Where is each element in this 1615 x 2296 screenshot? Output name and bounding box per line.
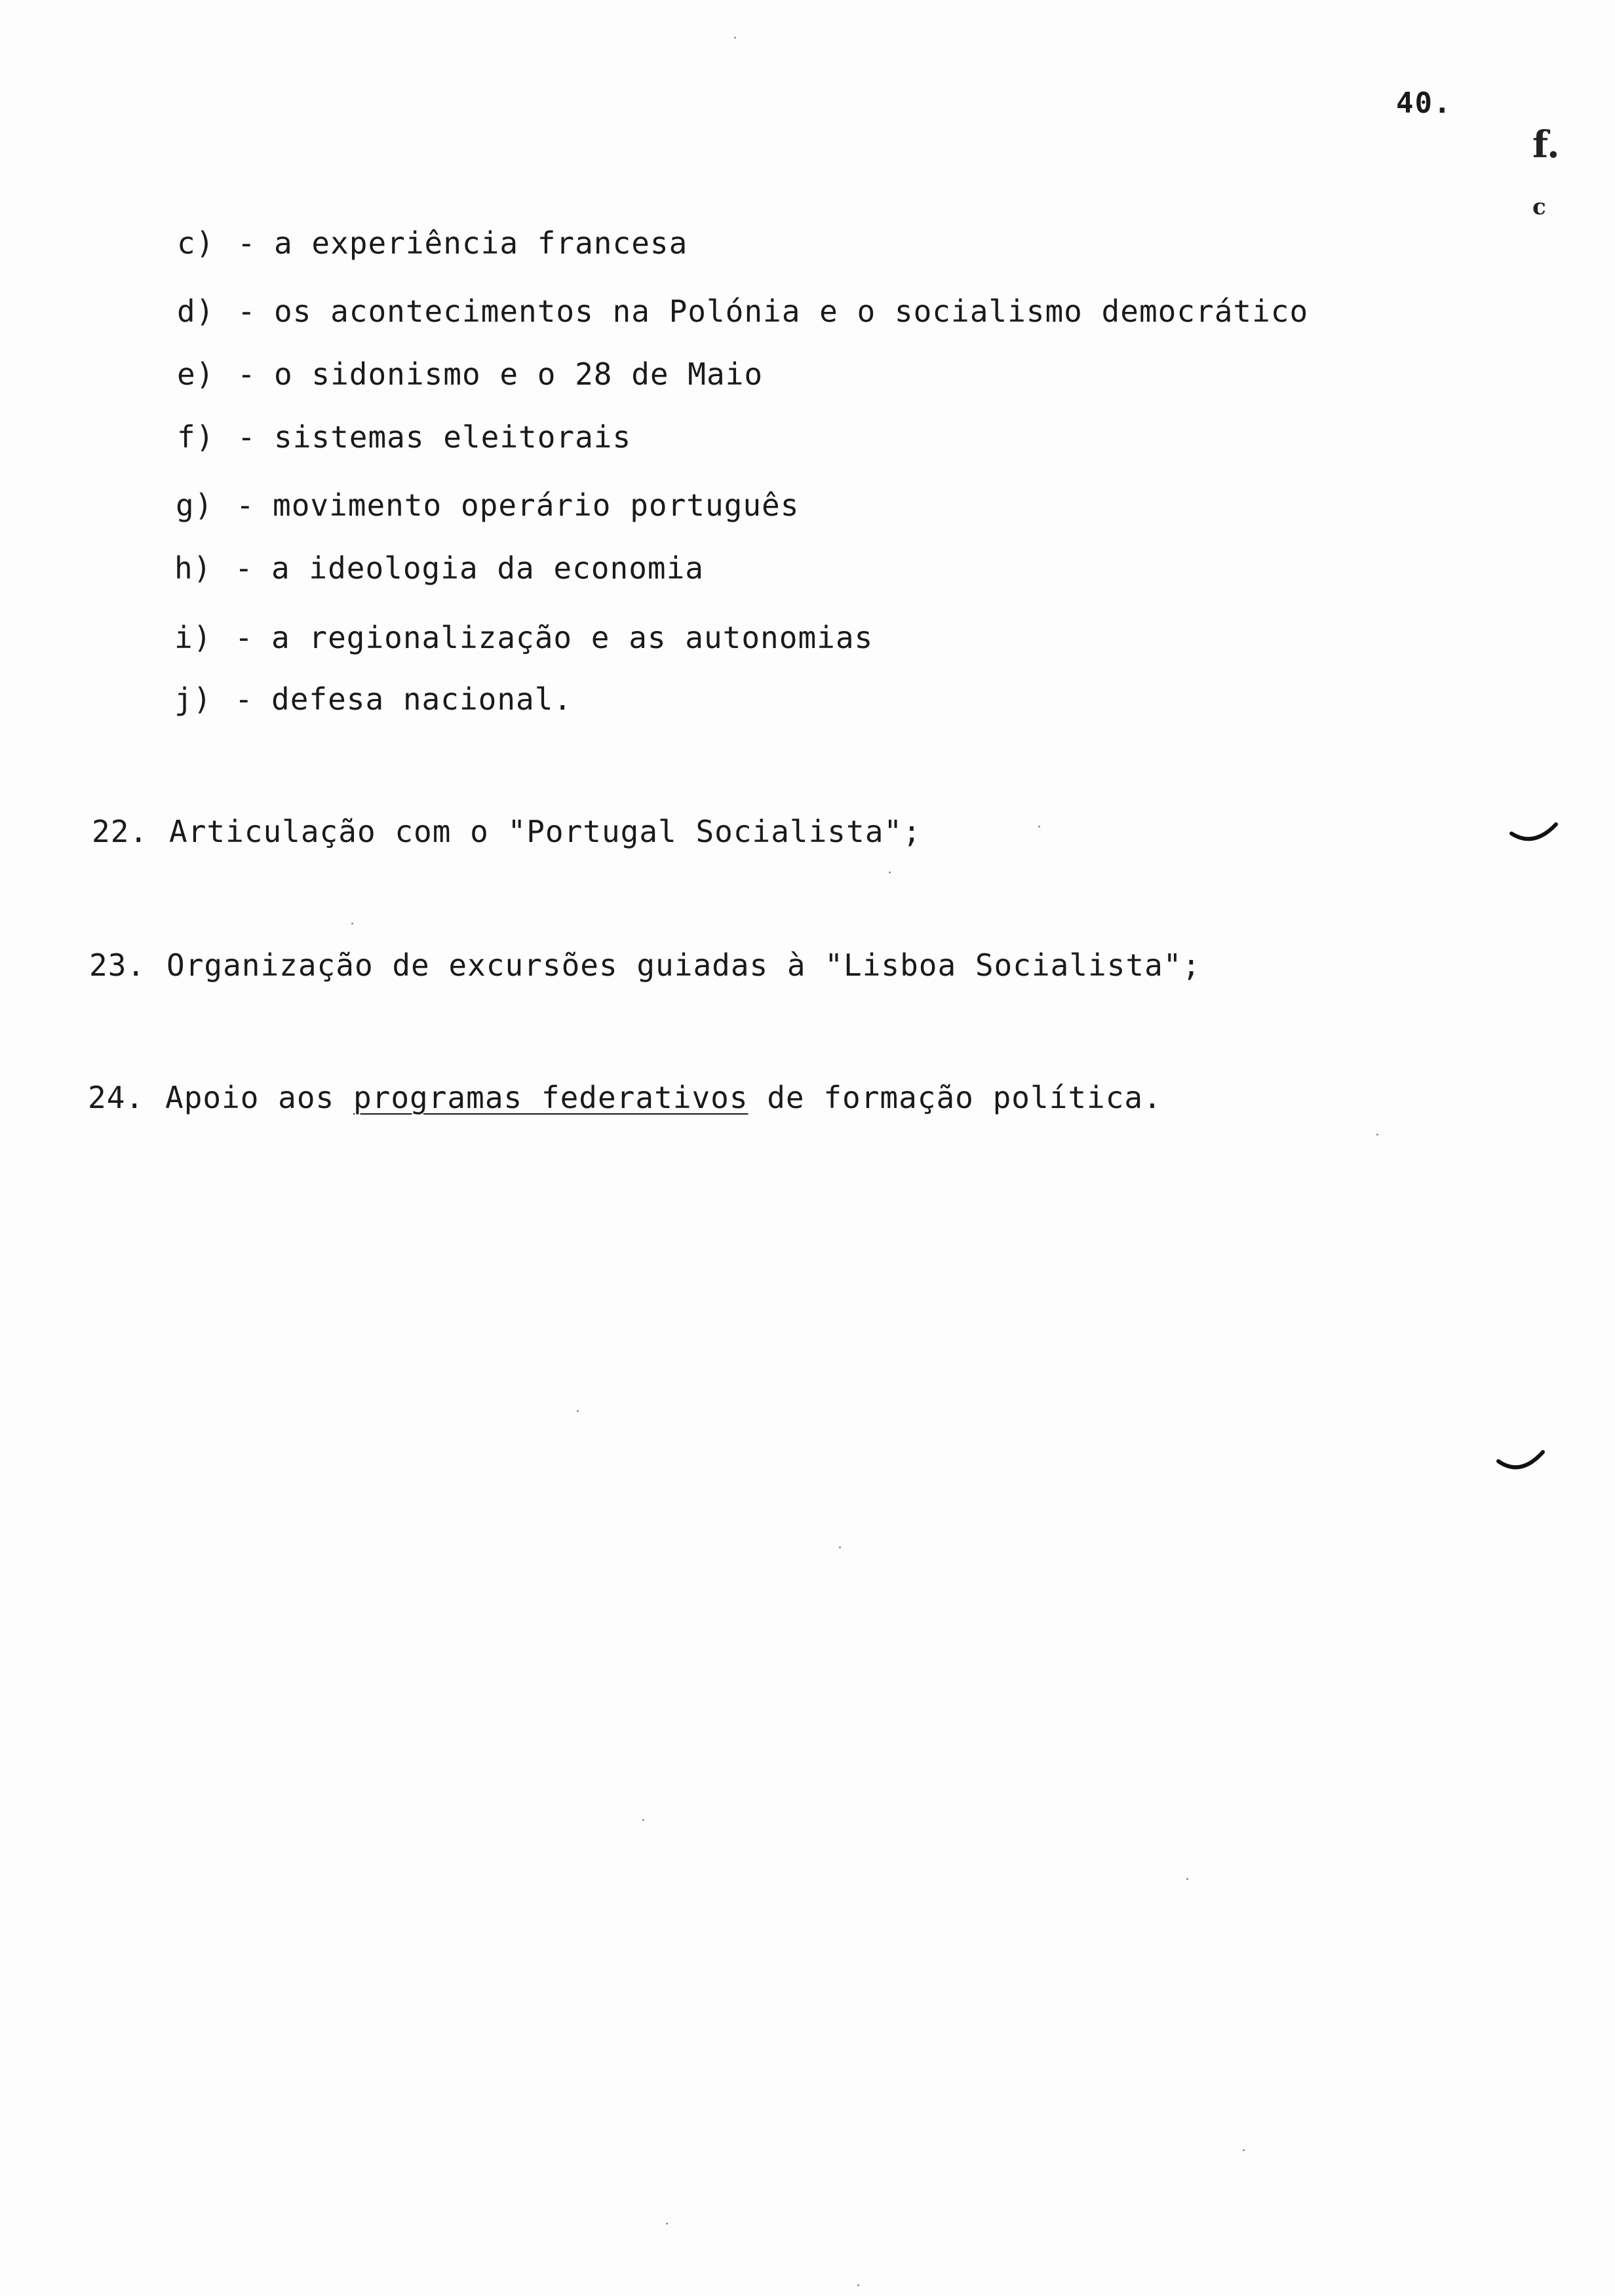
- list-item-text: a experiência francesa: [274, 225, 688, 261]
- list-item-text: os acontecimentos na Polónia e o socialismo democrático: [274, 294, 1309, 329]
- list-item-dash: -: [237, 294, 256, 329]
- list-item-text: sistemas eleitorais: [274, 419, 632, 455]
- item-text: Articulação com o "Portugal Socialista";: [169, 814, 922, 849]
- scan-speck: [1038, 826, 1040, 828]
- scan-speck: [666, 2223, 668, 2225]
- scan-speck: [734, 37, 736, 39]
- numbered-item: [89, 947, 1201, 983]
- scan-speck: [1186, 1878, 1188, 1880]
- numbered-item: [92, 814, 922, 849]
- scan-speck: [1376, 1134, 1378, 1136]
- list-item-dash: -: [236, 488, 255, 523]
- list-item-text: a ideologia da economia: [271, 550, 704, 586]
- list-item-dash: -: [237, 419, 256, 455]
- list-item: [174, 620, 873, 655]
- scan-speck: [351, 923, 353, 925]
- page-number: 40.: [1396, 86, 1452, 120]
- item-number: 22.: [92, 814, 149, 849]
- list-item-letter: g): [176, 488, 214, 523]
- item-text-after: de formação política.: [748, 1080, 1162, 1115]
- scan-speck: [1243, 2149, 1245, 2151]
- list-item-letter: i): [174, 620, 212, 655]
- list-item: [176, 488, 799, 523]
- item-text: Organização de excursões guiadas à "Lisboa Socialista";: [166, 947, 1201, 983]
- list-item-dash: -: [235, 620, 254, 655]
- list-item-letter: j): [174, 681, 212, 717]
- list-item: [174, 550, 704, 586]
- scan-speck: [839, 1546, 841, 1548]
- list-item-letter: c): [177, 225, 215, 261]
- list-item: [177, 419, 631, 455]
- list-item-dash: -: [237, 225, 256, 261]
- scan-speck: [889, 871, 891, 873]
- list-item-text: a regionalização e as autonomias: [271, 620, 874, 655]
- scan-speck: [577, 1410, 579, 1412]
- scan-speck: [857, 2284, 859, 2286]
- list-item-dash: -: [235, 550, 254, 586]
- list-item-letter: e): [177, 356, 215, 392]
- list-item-letter: d): [177, 294, 215, 329]
- check-mark-icon: [1508, 819, 1560, 845]
- list-item: [177, 225, 688, 261]
- handwritten-margin-mark: c: [1532, 194, 1546, 220]
- list-item-text: o sidonismo e o 28 de Maio: [274, 356, 764, 392]
- item-number: 23.: [89, 947, 146, 983]
- list-item-dash: -: [235, 681, 254, 717]
- list-item: [177, 356, 763, 392]
- item-number: 24.: [88, 1080, 145, 1115]
- handwritten-margin-mark: f.: [1532, 123, 1560, 166]
- list-item-letter: f): [177, 419, 215, 455]
- list-item-text: movimento operário português: [273, 488, 800, 523]
- list-item-dash: -: [237, 356, 256, 392]
- list-item-text: defesa nacional.: [271, 681, 573, 717]
- item-text-before: Apoio aos: [165, 1080, 353, 1115]
- scan-speck: [642, 1819, 644, 1821]
- numbered-item: [88, 1080, 1162, 1115]
- check-mark-icon: [1494, 1448, 1547, 1474]
- list-item-letter: h): [174, 550, 212, 586]
- list-item: [177, 294, 1308, 329]
- underlined-text: programas federativos: [353, 1080, 749, 1115]
- list-item: [174, 681, 572, 717]
